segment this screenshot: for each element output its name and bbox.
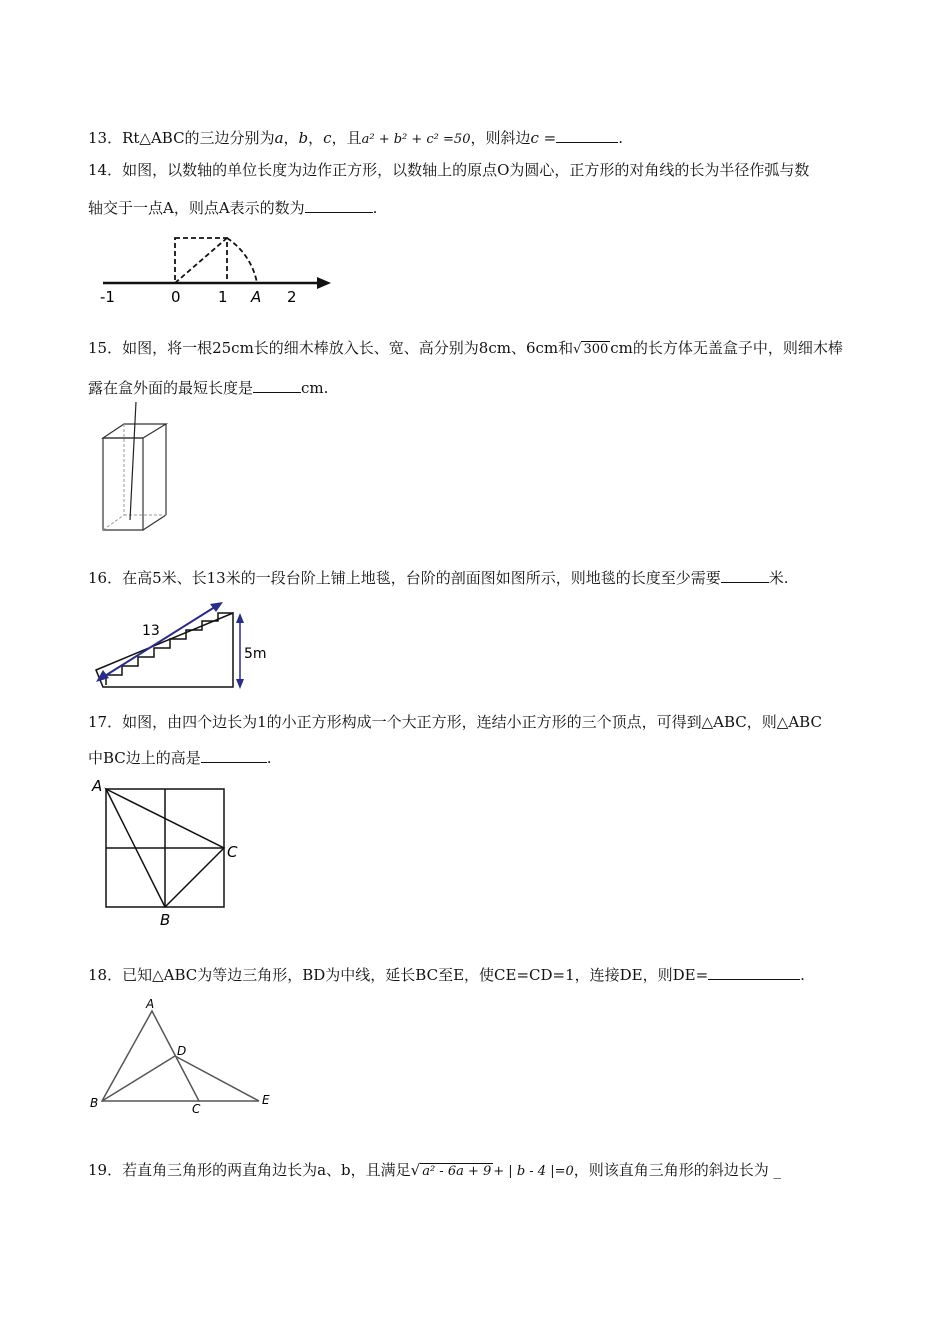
arrow-icon [317, 277, 331, 289]
q19-sqrt-expr: a² - 6a + 9 [422, 1164, 492, 1179]
q13-end: . [618, 129, 624, 147]
diagonal [175, 238, 227, 283]
q14-text: 轴交于一点A，则点A表示的数为 [88, 199, 305, 217]
arrow-icon [236, 613, 244, 623]
answer-blank[interactable] [556, 128, 618, 143]
q13-var-c: c [530, 129, 539, 147]
label-b: B [160, 911, 171, 929]
question-17-line-2 [88, 748, 272, 768]
q15-text: cm的长方体无盖盒子中，则细木棒 [610, 339, 843, 357]
question-13 [88, 128, 623, 150]
q15-sqrt-value: 300 [583, 342, 609, 357]
label-5m: 5m [244, 646, 267, 662]
question-19: 19．若直角三角形的两直角边长为a、b，且满足√ a² - 6a + 9 + | b - 4 |=0，则该直角三角形的斜边长为 _ [88, 1161, 782, 1179]
label-one: 1 [218, 288, 228, 306]
label-a: A [146, 997, 155, 1011]
q14-end: . [372, 199, 378, 217]
q13-sep: ， [283, 129, 299, 147]
label-b: B [90, 1096, 99, 1110]
q13-sep: ， [308, 129, 324, 147]
equilateral-triangle-figure [88, 995, 288, 1120]
carpet-length-line [100, 605, 218, 679]
question-14-line-1: 14．如图，以数轴的单位长度为边作正方形，以数轴上的原点O为圆心，正方形的对角线的长为半径作弧与数 [88, 161, 810, 179]
number-line-figure [95, 228, 340, 308]
q13-text: = [538, 129, 557, 147]
answer-blank[interactable] [721, 568, 769, 583]
label-a: A [251, 288, 262, 306]
staircase-figure [88, 595, 278, 695]
label-c: C [227, 843, 238, 861]
q15-text: 露在盒外面的最短长度是 [88, 379, 254, 397]
label-13: 13 [142, 623, 160, 639]
q13-var-b: b [298, 129, 309, 147]
answer-blank[interactable] [201, 748, 267, 763]
q15-unit: cm. [301, 379, 329, 397]
arrow-icon [210, 602, 223, 612]
q19-abs-expr: + | b - 4 |=0 [493, 1164, 574, 1179]
q13-var-a: a [274, 129, 284, 147]
arc [227, 238, 257, 283]
steps [106, 613, 233, 685]
label-minus-one: -1 [100, 288, 115, 306]
q13-var-c: c [323, 129, 332, 147]
label-e: E [262, 1093, 270, 1107]
grid-triangle-figure [88, 775, 248, 930]
question-16 [88, 568, 789, 588]
label-zero: 0 [171, 288, 181, 306]
q15-text: 15．如图，将一根25cm长的细木棒放入长、宽、高分别为8cm、6cm和 [88, 339, 574, 357]
question-15-line-1: 15．如图，将一根25cm长的细木棒放入长、宽、高分别为8cm、6cm和√ 300 cm的长方体无盖盒子中，则细木棒 [88, 339, 843, 357]
answer-blank[interactable] [305, 198, 373, 213]
label-d: D [177, 1044, 187, 1058]
label-a: A [92, 777, 103, 795]
q13-text: Rt△ABC的三边分别为 [122, 129, 275, 147]
q18-text: 18．已知△ABC为等边三角形，BD为中线，延长BC至E，使CE=CD=1，连接DE，则DE= [88, 966, 709, 984]
box-front [103, 438, 143, 530]
q16-unit: 米. [768, 569, 789, 587]
arrow-icon [236, 679, 244, 689]
label-two: 2 [287, 288, 297, 306]
q13-equation: a² + b² + c² =50 [361, 132, 471, 147]
stick [130, 402, 136, 520]
q13-text: ，且 [331, 129, 362, 147]
question-15-line-2 [88, 378, 328, 398]
question-17-line-1: 17．如图，由四个边长为1的小正方形构成一个大正方形，连结小正方形的三个顶点，可得到△ABC，则△ABC [88, 713, 822, 731]
q19-text: 19．若直角三角形的两直角边长为a、b，且满足 [88, 1161, 411, 1179]
q13-number: 13． [88, 129, 123, 147]
q17-end: . [266, 749, 272, 767]
q19-text: ，则该直角三角形的斜边长为 _ [573, 1161, 782, 1179]
label-c: C [192, 1102, 201, 1116]
q13-text: ，则斜边 [470, 129, 531, 147]
question-14-line-2 [88, 198, 377, 218]
q18-end: . [800, 966, 805, 984]
answer-blank[interactable] [253, 378, 301, 393]
question-18 [88, 965, 805, 985]
q17-text: 中BC边上的高是 [88, 749, 201, 767]
box-figure [98, 400, 178, 535]
q16-text: 16．在高5米、长13米的一段台阶上铺上地毯，台阶的剖面图如图所示，则地毯的长度至少需要 [88, 569, 721, 587]
answer-blank[interactable] [708, 965, 800, 980]
